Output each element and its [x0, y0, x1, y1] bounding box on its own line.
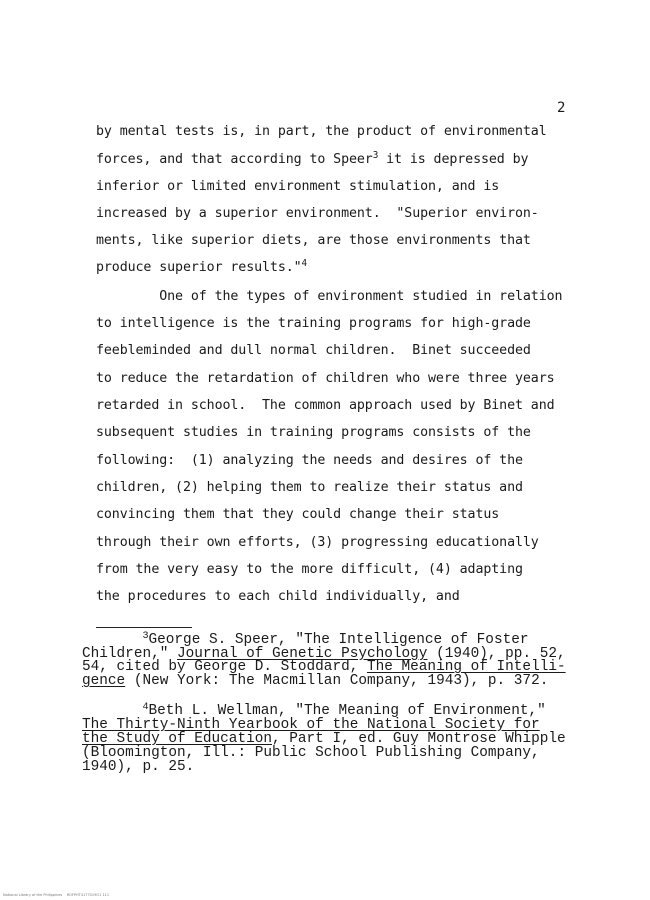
- body-line: ments, like superior diets, are those environments that: [96, 233, 531, 248]
- archive-stamp: National Library of the Philippines ROFPHT4177019O1 111: [3, 893, 110, 897]
- book-title: gence: [82, 673, 126, 689]
- body-line: following: (1) analyzing the needs and desires of the: [96, 453, 523, 468]
- footnote-line: (Bloomington, Ill.: Public School Publishing Company,: [82, 745, 540, 761]
- body-line: the procedures to each child individually, and: [96, 589, 460, 604]
- footnote-ref-4: 4: [301, 258, 308, 269]
- footnote-text-span: (New York: The Macmillan Company, 1943), p. 372.: [125, 673, 549, 689]
- body-line: feebleminded and dull normal children. Binet succeeded: [96, 343, 531, 358]
- body-line: inferior or limited environment stimulation, and is: [96, 179, 500, 194]
- body-text-span: forces, and that according to Speer: [96, 152, 373, 167]
- footnote-ref-3: 3: [372, 150, 379, 161]
- body-line: to reduce the retardation of children who were three years: [96, 371, 555, 386]
- footnote-divider: [96, 627, 192, 628]
- body-text-span: it is depressed by: [378, 152, 529, 167]
- yearbook-title: The Thirty-Ninth Yearbook of the National Society for: [82, 717, 540, 733]
- footnote-line: 1940), p. 25.: [82, 759, 195, 775]
- book-title: The Meaning of Intelli-: [366, 659, 566, 675]
- body-text-span: produce superior results.": [96, 260, 302, 275]
- footnote-text-span: Children,": [82, 646, 177, 662]
- footnote-line: [82, 675, 548, 688]
- footnote-text-span: 54, cited by George D. Stoddard,: [82, 659, 367, 675]
- footnote-marker-4: 4: [142, 702, 149, 713]
- body-line: [96, 260, 307, 276]
- body-line: One of the types of environment studied in relation: [96, 289, 563, 304]
- journal-title: Journal of Genetic Psychology: [177, 646, 428, 662]
- body-line: subsequent studies in training programs consists of the: [96, 425, 531, 440]
- footnote-text-span: George S. Speer, "The Intelligence of Foster: [148, 632, 529, 648]
- body-line: convincing them that they could change their status: [96, 507, 500, 522]
- page-number: 2: [557, 100, 566, 116]
- body-line: [96, 152, 528, 168]
- body-line: children, (2) helping them to realize their status and: [96, 480, 523, 495]
- body-line: by mental tests is, in part, the product of environmental: [96, 124, 547, 139]
- body-line: from the very easy to the more difficult, (4) adapting: [96, 562, 523, 577]
- footnote-text-span: , Part I, ed. Guy Montrose Whipple: [272, 731, 566, 747]
- footnote-marker-3: 3: [142, 631, 149, 642]
- body-line: increased by a superior environment. "Superior environ-: [96, 206, 539, 221]
- body-line: to intelligence is the training programs for high-grade: [96, 316, 531, 331]
- body-line: through their own efforts, (3) progressing educationally: [96, 535, 539, 550]
- body-line: retarded in school. The common approach used by Binet and: [96, 398, 555, 413]
- footnote-text-span: Beth L. Wellman, "The Meaning of Environment,": [148, 703, 546, 719]
- yearbook-title: the Study of Education: [82, 731, 272, 747]
- footnote-text-span: (1940), pp. 52,: [427, 646, 566, 662]
